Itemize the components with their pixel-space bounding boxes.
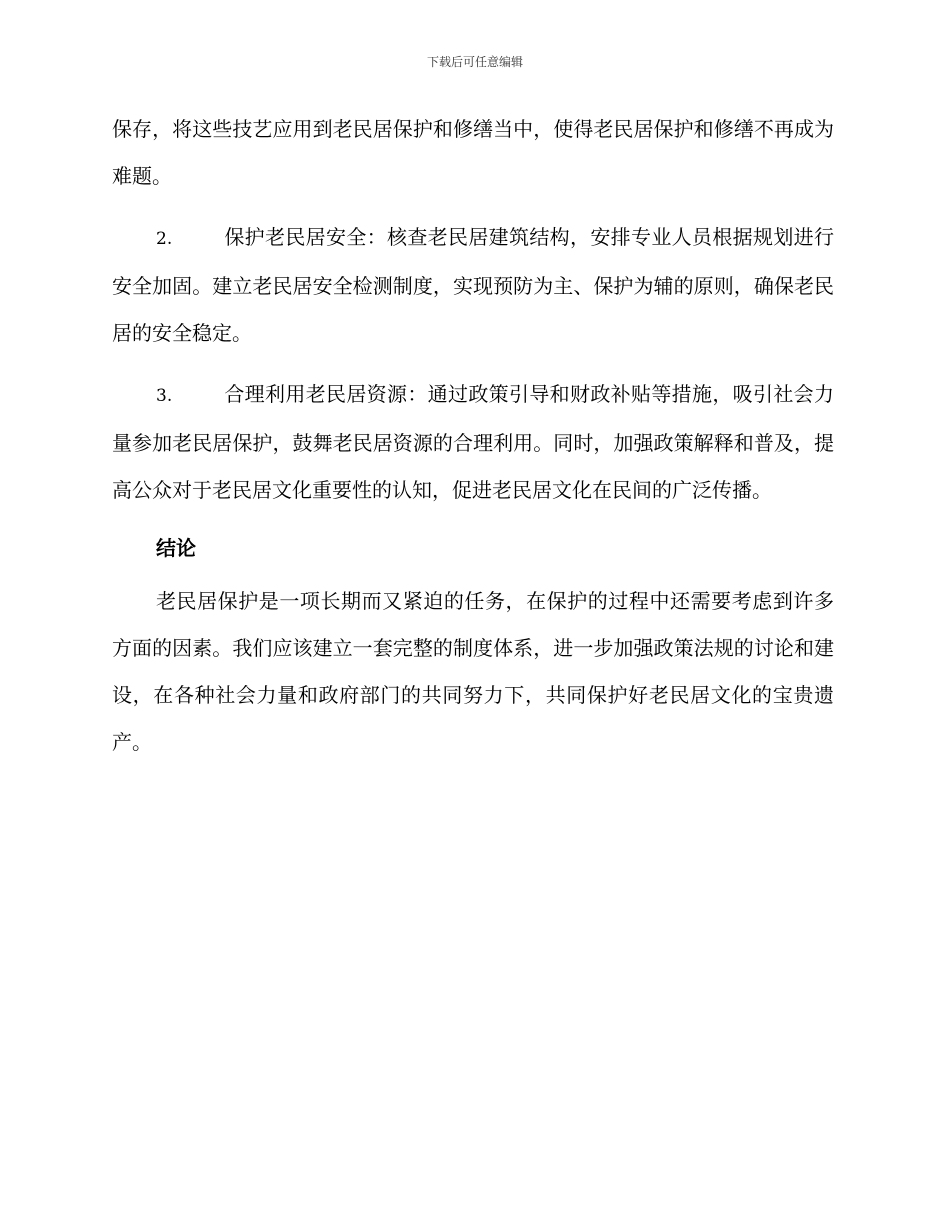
conclusion-paragraph: 老民居保护是一项长期而又紧迫的任务，在保护的过程中还需要考虑到许多方面的因素。我们应该建立一套完整的制度体系，进一步加强政策法规的讨论和建设，在各种社会力量和政府部门的共同努力下，共同保护好老民居文化的宝贵遗产。 xyxy=(112,589,834,754)
list-item-text: 保护老民居安全：核查老民居建筑结构，安排专业人员根据规划进行安全加固。建立老民居安全检测制度，实现预防为主、保护为辅的原则，确保老民居的安全稳定。 xyxy=(112,225,834,345)
list-number: 2. xyxy=(156,229,173,249)
list-item-3 xyxy=(112,371,834,514)
paragraph-continuation: 保存，将这些技艺应用到老民居保护和修缮当中，使得老民居保护和修缮不再成为难题。 xyxy=(112,117,834,188)
page-header: 下载后可任意编辑 xyxy=(426,55,523,69)
list-item-text: 合理利用老民居资源：通过政策引导和财政补贴等措施，吸引社会力量参加老民居保护，鼓舞老民居资源的合理利用。同时，加强政策解释和普及，提高公众对于老民居文化重要性的认知，促进老民居文化在民间的广泛传播。 xyxy=(112,382,834,502)
list-item-2 xyxy=(112,214,834,357)
conclusion-heading: 结论 xyxy=(156,536,196,560)
document-body xyxy=(112,106,834,780)
list-number: 3. xyxy=(156,386,173,406)
